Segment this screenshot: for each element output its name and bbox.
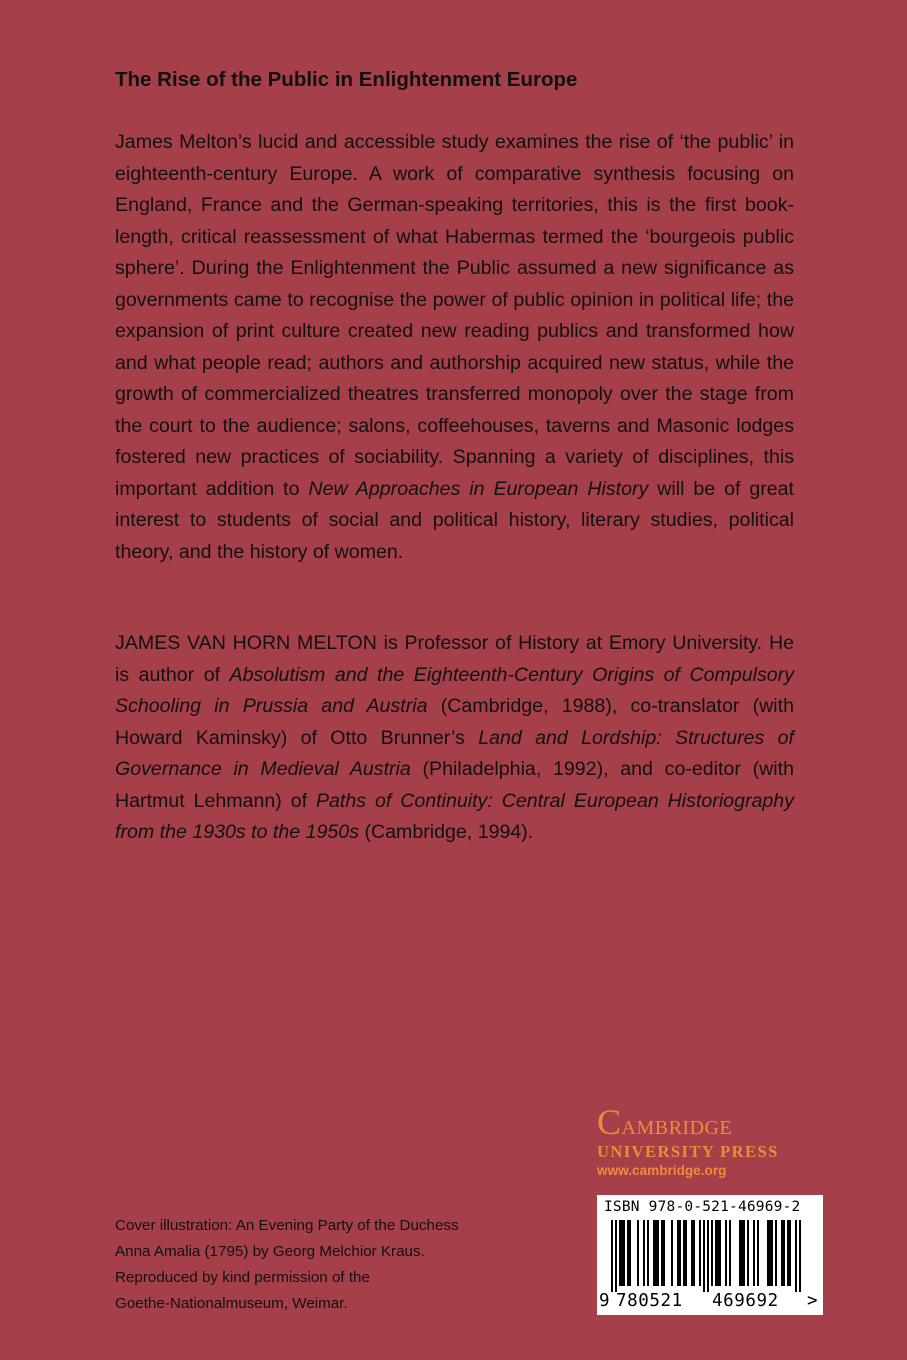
ean-left-digits: 780521 [616, 1291, 683, 1311]
barcode-bar [757, 1220, 759, 1286]
isbn-label: ISBN 978-0-521-46969-2 [604, 1199, 801, 1215]
ean-digits [597, 1291, 823, 1313]
barcode-guard-bar [707, 1220, 709, 1292]
barcode-bar [753, 1220, 755, 1286]
barcode-bar [769, 1220, 771, 1286]
barcode-bar [693, 1220, 695, 1286]
barcode-bar [717, 1220, 719, 1286]
barcode-guard-bar [703, 1220, 705, 1292]
isbn-barcode [597, 1195, 823, 1315]
barcode-bar [627, 1220, 629, 1286]
description-text-end: will be of great interest to students of social and political history, literary studies, political theory, and the history of women. [115, 477, 795, 563]
barcode-bars [597, 1220, 823, 1292]
barcode-bar [679, 1220, 681, 1286]
barcode-bar [647, 1220, 649, 1286]
barcode-bar [711, 1220, 713, 1286]
ean-right-digits: 469692 [712, 1291, 779, 1311]
barcode-bar [783, 1220, 785, 1286]
ean-quiet-zone-arrow: > [807, 1291, 818, 1311]
barcode-bar [699, 1220, 701, 1286]
barcode-bar [671, 1220, 673, 1286]
bio-text-end: (Cambridge, 1994). [359, 821, 534, 843]
barcode-bar [677, 1220, 679, 1286]
barcode-bar [623, 1220, 625, 1286]
barcode-bar [767, 1220, 769, 1286]
barcode-bar [621, 1220, 623, 1286]
barcode-bar [789, 1220, 791, 1286]
publisher-url: www.cambridge.org [597, 1163, 727, 1178]
series-name: New Approaches in European History [308, 477, 649, 500]
barcode-bar [657, 1220, 659, 1286]
barcode-bar [637, 1220, 639, 1286]
barcode-bar [725, 1220, 727, 1286]
barcode-bar [653, 1220, 655, 1286]
barcode-bar [729, 1220, 731, 1286]
barcode-guard-bar [611, 1220, 613, 1292]
barcode-bar [741, 1220, 743, 1286]
publisher-name [597, 1102, 825, 1142]
barcode-bar [663, 1220, 665, 1286]
barcode-guard-bar [795, 1220, 797, 1292]
publisher-logo [597, 1102, 825, 1179]
bio-book-1: Absolutism and the Eighteenth-Century Origins of Compulsory Schooling in Prussia and Austria [115, 663, 794, 717]
barcode-bar [771, 1220, 773, 1286]
barcode-bar [655, 1220, 657, 1286]
bio-intro: JAMES VAN HORN MELTON is Professor of History at Emory University. He is author of [115, 632, 794, 686]
barcode-bar [775, 1220, 777, 1286]
barcode-bar [787, 1220, 789, 1286]
barcode-bar [719, 1220, 721, 1286]
publisher-subtitle: UNIVERSITY PRESS [597, 1142, 779, 1161]
barcode-bar [619, 1220, 621, 1286]
ean-first-digit: 9 [599, 1291, 610, 1311]
cover-credit [115, 1213, 535, 1317]
barcode-bar [691, 1220, 693, 1286]
barcode-guard-bar [799, 1220, 801, 1292]
description-text: James Melton’s lucid and accessible study examines the rise of ‘the public’ in eighteenth-century Europe. A work of comparative synthesis focusing on England, France and the German-speaking territories, this is the first book-length, critical reassessment of what Habermas termed the ‘bourgeois public sphere’. During the Enlightenment the Public assumed a new significance as governments came to recognise the power of public opinion in political life; the expansion of print culture created new reading publics and transformed how and what people read; authors and authorship acquired new status, while the growth of commercialized theatres transferred monopoly over the stage from the court to the audience; salons, coffeehouses, taverns and Masonic lodges fostered new practices of sociability. Spanning a variety of disciplines, this important addition to [115, 131, 794, 500]
barcode-bar [643, 1220, 645, 1286]
barcode-bar [661, 1220, 663, 1286]
credit-line-4: Goethe-Nationalmuseum, Weimar. [115, 1295, 348, 1312]
barcode-bar [685, 1220, 687, 1286]
credit-line-2: Anna Amalia (1795) by Georg Melchior Kraus. [115, 1243, 425, 1260]
barcode-bar [747, 1220, 749, 1286]
bio-text-1: (Cambridge, 1988), co-translator (with Howard Kaminsky) of Otto Brunner’s [115, 695, 794, 749]
book-description [115, 127, 794, 568]
publisher-name-rest: ambridge [621, 1109, 733, 1141]
barcode-bar [739, 1220, 741, 1286]
barcode-bar [781, 1220, 783, 1286]
barcode-bar [715, 1220, 717, 1286]
bio-text-2: (Philadelphia, 1992), and co-editor (with Hartmut Lehmann) of [115, 758, 794, 812]
credit-line-1: Cover illustration: An Evening Party of the Duchess [115, 1217, 459, 1234]
book-title: The Rise of the Public in Enlightenment Europe [115, 68, 578, 91]
barcode-bar [743, 1220, 745, 1286]
barcode-bar [629, 1220, 631, 1286]
author-biography [115, 628, 794, 849]
credit-line-3: Reproduced by kind permission of the [115, 1269, 370, 1286]
bio-book-2: Land and Lordship: Structures of Governance in Medieval Austria [115, 726, 794, 780]
publisher-name-initial: C [597, 1102, 622, 1142]
barcode-bar [683, 1220, 685, 1286]
bio-book-3: Paths of Continuity: Central European Historiography from the 1930s to the 1950s [115, 789, 794, 843]
barcode-guard-bar [615, 1220, 617, 1292]
